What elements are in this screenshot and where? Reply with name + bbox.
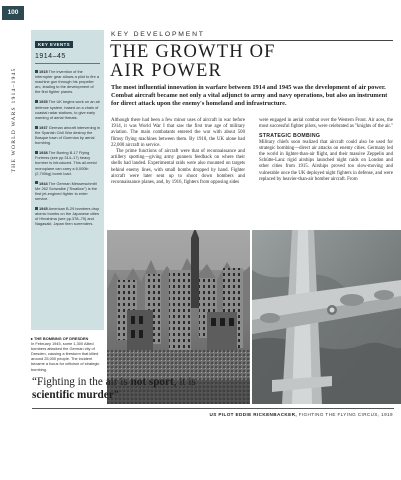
key-events-list xyxy=(35,69,100,226)
body-column-2 xyxy=(259,118,393,183)
key-event-year: 1915 xyxy=(39,69,48,74)
body-paragraph: Although there had been a few minor uses of aircraft in war before 1914, it was World War I that saw the first true age of military aviation. The main combatants entered the war with about 500 flimsy flying machines between them. By 1918, the UK alone had 22,000 aircraft in service. xyxy=(111,118,245,148)
body-paragraph: Military chiefs soon realized that aircraft could also be used for strategic bombing—direct air attacks on enemy cities. Germany led the world in lighter-than-air flight, and their massive Zeppelin and Schütte-Lanz rigid airships launched night raids on London and other cities from 1915. Airships proved too slow-moving and vulnerable once the UK deployed night fighters in defense, and were replaced by heavier-than-air bomber aircraft. From xyxy=(259,139,393,182)
key-event-item xyxy=(35,206,100,226)
key-event-item xyxy=(35,99,100,119)
subheading: STRATEGIC BOMBING xyxy=(259,133,321,140)
square-bullet-icon xyxy=(35,207,38,210)
key-event-year: 1938 xyxy=(39,150,48,156)
key-event-text: German aircraft intervening in the Spanish Civil War destroy the Basque town of Guernica by aerial bombing. xyxy=(35,124,100,146)
key-event-year: 1937 xyxy=(39,124,48,130)
key-event-year: 1944 xyxy=(39,180,48,186)
quote-text: “Fighting in the air is xyxy=(32,376,131,388)
square-bullet-icon xyxy=(35,151,38,154)
page-title xyxy=(110,43,310,81)
key-event-item xyxy=(35,181,100,201)
title-line-1: THE GROWTH OF xyxy=(110,42,276,62)
header-divider xyxy=(111,40,393,41)
body-paragraph: were engaged in aerial combat over the Western Front. Air aces, the most successful fighter pilots, were celebrated as "knights of the air." xyxy=(259,118,393,130)
caption-arrow-icon: ▸ xyxy=(31,336,35,341)
key-events-tag: KEY EVENTS xyxy=(35,41,73,48)
quote-text: , it is xyxy=(173,376,196,388)
key-event-year: 1945 xyxy=(39,206,48,212)
body-column-1 xyxy=(111,118,245,186)
square-bullet-icon xyxy=(35,100,38,103)
key-event-text: The Boeing B-17 Flying Fortress (see pp.314–17) heavy bomber is introduced. This all-metal monoplane can carry a 6,000lb (2,700kg) bomb load. xyxy=(35,150,97,176)
intro-paragraph: The most influential innovation in warfare between 1914 and 1945 was the development of air power. Combat aircraft became not only a vital adjunct to army and navy operations, but also an instrument for direct attack upon the enemy's homeland and infrastructure. xyxy=(111,84,388,108)
key-events-years: 1914–45 xyxy=(35,53,100,64)
key-event-item xyxy=(35,69,100,94)
title-line-2: AIR POWER xyxy=(110,61,223,81)
key-event-text: The UK begins work on an air defence system, based on a chain of coastal radar stations, to give early warning of aerial threats. xyxy=(35,99,100,120)
left-margin-strip xyxy=(0,0,27,480)
running-head: THE WORLD WARS 1914–1945 xyxy=(11,67,17,173)
bomber-aircraft-photo xyxy=(252,230,401,404)
quote-author: US PILOT EDDIE RICKENBACKER, xyxy=(209,412,297,417)
key-event-text: The German Messerschmitt Me 262 Schwalbe ("Swallow") is the first jet-engined fighter to enter service. xyxy=(35,180,98,201)
quote-emphasis: not sport xyxy=(130,376,174,388)
photo-caption xyxy=(31,336,103,372)
caption-text: In February 1945, some 1,300 Allied bombers attacked the German city of Dresden, causing a firestorm that killed around 25,000 people. The incident became a focus for criticism of strategic bombing. xyxy=(31,341,100,372)
key-events-panel xyxy=(31,30,104,330)
square-bullet-icon xyxy=(35,126,38,129)
pull-quote xyxy=(32,376,242,402)
key-event-year: 1935 xyxy=(39,99,48,105)
key-event-text: American B-29 bombers drop atomic bombs on the Japanese cities of Hiroshima (see pp.378–79) and Nagasaki; Japan then surrenders. xyxy=(35,206,100,227)
quote-emphasis: scientific murder xyxy=(32,389,114,401)
key-event-text: The invention of the interrupter gear allows a pilot to fire a machine gun through his propeller arc, leading to the development of the first fighter planes. xyxy=(35,69,100,95)
key-event-item xyxy=(35,150,100,175)
quote-text: ” xyxy=(113,389,119,401)
caption-head-text: THE BOMBING OF DRESDEN xyxy=(34,336,89,341)
section-label: KEY DEVELOPMENT xyxy=(111,31,205,38)
square-bullet-icon xyxy=(35,70,38,73)
quote-attribution xyxy=(209,412,393,417)
square-bullet-icon xyxy=(35,181,38,184)
quote-source: FIGHTING THE FLYING CIRCUS, 1919 xyxy=(297,412,393,417)
key-event-item xyxy=(35,125,100,145)
body-paragraph: The prime functions of aircraft were that of reconnaissance and artillery spotting—giving army gunners feedback on where their shells had landed. Experimental raids were also mounted on targets behind enemy lines, with small bombs dropped by hand. Fighter aircraft were later sent up to shoot down bombers and reconnaissance planes, and, by 1916, fighters from opposing sides xyxy=(111,149,245,186)
quote-divider xyxy=(32,408,394,409)
bomber-illustration xyxy=(252,230,401,404)
page-number: 100 xyxy=(2,6,24,20)
